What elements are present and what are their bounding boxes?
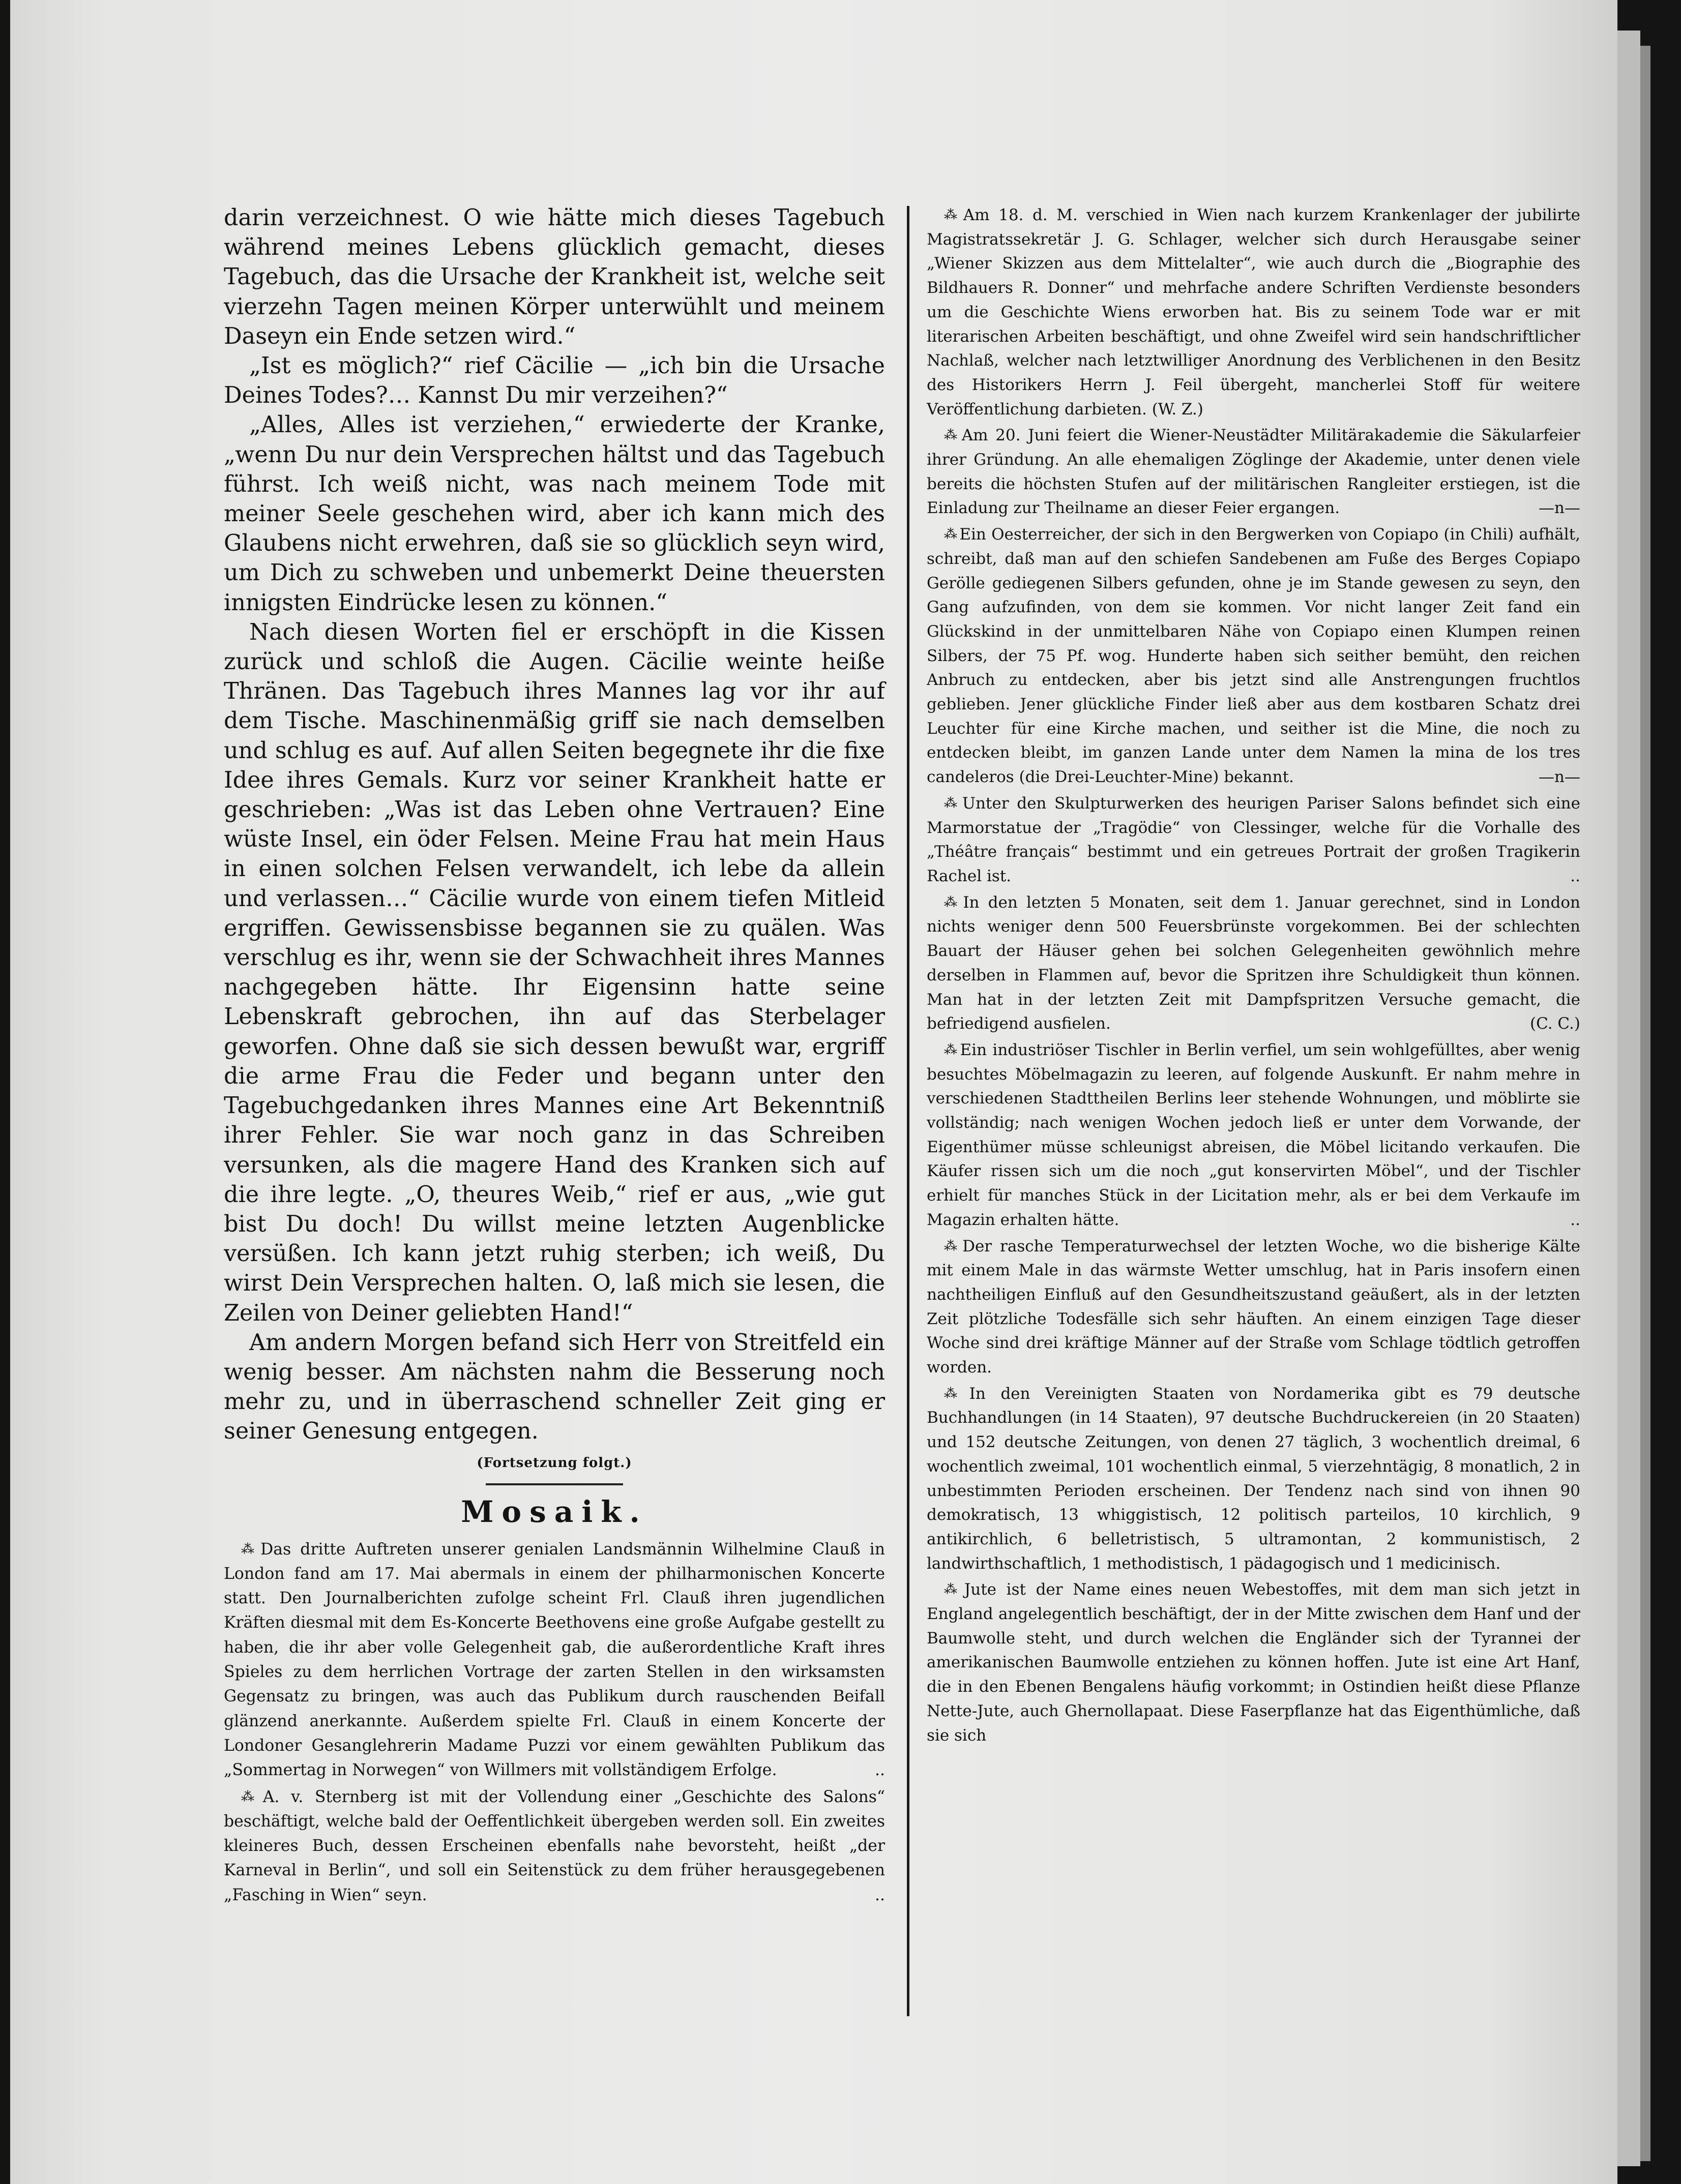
news-item xyxy=(224,1537,885,1783)
asterism-icon: ⁂ xyxy=(944,1042,958,1058)
news-item-text: Am 18. d. M. verschied in Wien nach kurzem Krankenlager der jubilirte Magistratssekretär J. G. Schlager, welcher sich durch Herausgabe seiner „Wiener Skizzen aus dem Mittelalter“, wie auch durch die „Biographie des Bildhauers R. Donner“ und mehrfache andere Schriften Verdienste besonders um die Geschichte Wiens erworben hat. Bis zu seinem Tode war er mit literarischen Arbeiten beschäftigt, und ohne Zweifel wird sein handschriftlicher Nachlaß, welcher nach letztwilliger Anordnung des Verblichenen in den Besitz des Historikers Herrn J. Feil übergeht, mancherlei Stoff für weitere Veröffentlichung darbieten. xyxy=(927,206,1581,418)
asterism-icon: ⁂ xyxy=(241,1789,261,1805)
page-shadow xyxy=(1640,46,1650,2161)
news-item-text: Unter den Skulpturwerken des heurigen Pariser Salons befindet sich eine Marmorstatue der „Tragödie“ von Clessinger, welche für die Vorhalle des „Théâtre français“ bestimmt und ein getreues Portrait der großen Tragikerin Rachel ist. xyxy=(927,794,1580,885)
story-paragraph: „Ist es möglich?“ rief Cäcilie — „ich bin die Ursache Deines Todes?… Kannst Du mir verzeihen?“ xyxy=(224,353,885,409)
story-section xyxy=(224,203,885,1447)
section-heading: Mosaik. xyxy=(461,1494,648,1529)
asterism-icon: ⁂ xyxy=(241,1541,259,1557)
asterism-icon: ⁂ xyxy=(944,1386,967,1401)
asterism-icon: ⁂ xyxy=(944,527,958,543)
news-item-text: Der rasche Temperaturwechsel der letzten Woche, wo die bisherige Kälte mit einem Male in das wärmste Wetter umschlug, hat in Paris insofern einen nachtheiligen Einfluß auf den Gesundheitszustand geäußert, als in der letzten Zeit plötzliche Todesfälle sich sehr häuften. An einem einzigen Tage dieser Woche sind drei kräftige Männer auf der Straße vom Schlage tödtlich getroffen worden. xyxy=(927,1237,1580,1377)
asterism-icon: ⁂ xyxy=(944,428,960,443)
news-item-text: Das dritte Auftreten unserer genialen Landsmännin Wilhelmine Clauß in London fand am 17. Mai abermals in einem der philharmonischen Koncerte statt. Den Journalberichten zufolge scheint Frl. Clauß ihren jugendlichen Kräften diesmal mit dem Es-Koncerte Beethovens eine große Aufgabe gestellt zu haben, die ihr aber volle Gelegenheit gab, die außerordentliche Kraft ihres Spieles zu dem herrlichen Vortrage der zarten Stellen in den wirksamsten Gegensatz zu bringen, was auch das Publikum durch rauschenden Beifall glänzend anerkannte. Außerdem spielte Frl. Clauß in einem Koncerte der Londoner Gesanglehrerin Madame Puzzi vor einem gewählten Publikum das „Sommertag in Norwegen“ von Willmers mit vollständigem Erfolge. xyxy=(224,1540,886,1780)
news-item xyxy=(927,424,1580,521)
story-paragraph: Nach diesen Worten fiel er erschöpft in die Kissen zurück und schloß die Augen. Cäcilie weinte heiße Thränen. Das Tagebuch ihres Mannes lag vor ihr auf dem Tische. Maschinenmäßig griff sie nach demselben und schlug es auf. Auf allen Seiten begegnete ihr die fixe Idee ihres Gemals. Kurz vor seiner Krankheit hatte er geschrieben: „Was ist das Leben ohne Vertrauen? Eine wüste Insel, ein öder Felsen. Meine Frau hat mein Haus in einen solchen Felsen verwandelt, ich lebe da allein und verlassen…“ Cäcilie wurde von einem tiefen Mitleid ergriffen. Gewissensbisse begannen sie zu quälen. Was verschlug es ihr, wenn sie der Schwachheit ihres Mannes nachgegeben hätte. Ihr Eigensinn hatte seine Lebenskraft gebrochen, ihn auf das Sterbelager geworfen. Ohne daß sie sich dessen bewußt war, ergriff die arme Frau die Feder und begann unter den Tagebuchgedanken ihres Mannes eine Art Bekenntniß ihrer Fehler. Sie war noch ganz in das Schreiben versunken, als die magere Hand des Kranken sich auf die ihre legte. „O, theures Weib,“ rief er aus, „wie gut bist Du doch! Du willst meine letzten Augenblicke versüßen. Ich kann jetzt ruhig sterben; ich weiß, Du wirst Dein Versprechen halten. O, laß mich sie lesen, die Zeilen von Deiner geliebten Hand!“ xyxy=(224,619,885,1326)
news-item-signature: .. xyxy=(1570,866,1580,885)
news-item xyxy=(927,1578,1580,1748)
news-item-signature: —n— xyxy=(1539,768,1580,787)
column-rule xyxy=(907,206,909,2016)
news-item-text: In den Vereinigten Staaten von Nordamerika gibt es 79 deutsche Buchhandlungen (in 14 Staaten), 97 deutsche Buchdruckereien (in 20 Staaten) und 152 deutsche Zeitungen, von denen 27 täglich, 3 wochentlich dreimal, 6 wochentlich zweimal, 101 wochentlich einmal, 5 vierzehntägig, 8 monatlich, 2 in unbestimmten Perioden erscheinen. Der Tendenz nach sind von ihnen 90 demokratisch, 13 whiggistisch, 12 politisch parteilos, 10 kirchlich, 9 antikirchlich, 6 belletristisch, 5 ultramontan, 2 kommunistisch, 2 landwirthschaftlich, 1 methodistisch, 1 pädagogisch und 1 medicinisch. xyxy=(927,1384,1581,1573)
asterism-icon: ⁂ xyxy=(944,1238,961,1254)
asterism-icon: ⁂ xyxy=(944,795,960,811)
mosaik-notes-left xyxy=(224,1537,885,1907)
news-item-text: Ein Oesterreicher, der sich in den Bergwerken von Copiapo (in Chili) aufhält, schreibt, daß man auf den schiefen Sandebenen am Fuße des Berges Copiapo Gerölle gediegenen Silbers gefunden, ohne je im Stande gewesen zu seyn, den Gang aufzufinden, von dem sie kommen. Vor nicht langer Zeit fand ein Glückskind in der unmittelbaren Nähe von Copiapo einen Klumpen reinen Silbers, der 75 Pf. wog. Hunderte haben sich seither bemüht, den reichen Anbruch zu entdecken, aber bis jetzt sind alle Anstrengungen fruchtlos geblieben. Jener glückliche Finder ließ aber aus dem kostbaren Schatz drei Leuchter für eine Kirche machen, und seither ist die Mine, die noch zu entdecken bleibt, im ganzen Lande unter dem Namen la mina de los tres candeleros (die Drei-Leuchter-Mine) bekannt. xyxy=(927,525,1581,787)
news-item-text: Am 20. Juni feiert die Wiener-Neustädter Militärakademie die Säkularfeier ihrer Gründung. An alle ehemaligen Zöglinge der Akademie, unter denen viele bereits die höchsten Stufen auf der militärischen Rangleiter erstiegen, ist die Einladung zur Theilname an dieser Feier ergangen. xyxy=(927,426,1580,518)
news-item xyxy=(927,523,1580,790)
left-column xyxy=(224,203,885,1909)
news-item xyxy=(927,792,1580,889)
news-item xyxy=(927,1235,1580,1380)
news-item-text: A. v. Sternberg ist mit der Vollendung einer „Geschichte des Salons“ beschäftigt, welche bald der Oeffentlichkeit übergeben werden soll. Ein zweites kleineres Buch, dessen Erscheinen ebenfalls nahe bevorsteht, heißt „der Karneval in Berlin“, und soll ein Seitenstück zu dem früher herausgegebenen „Fasching in Wien“ seyn. xyxy=(224,1787,885,1904)
news-item xyxy=(927,203,1580,422)
right-column xyxy=(927,203,1580,1750)
news-item-text: Ein industriöser Tischler in Berlin verfiel, um sein wohlgefülltes, aber wenig besuchtes Möbelmagazin zu leeren, auf folgende Auskunft. Er nahm mehre in verschiedenen Stadttheilen Berlins leer stehende Wohnungen, und möblirte sie vollständig; nach wenigen Wochen jedoch ließ er unter dem Vorwande, der Eigenthümer müsse schleunigst abreisen, die Möbel licitando verkaufen. Die Käufer rissen sich um die noch „gut konservirten Möbel“, und der Tischler erhielt für manches Stück in der Licitation mehr, als er bei dem Verkaufe im Magazin erhalten hätte. xyxy=(927,1040,1581,1229)
story-paragraph: Am andern Morgen befand sich Herr von Streitfeld ein wenig besser. Am nächsten nahm die Besserung noch mehr zu, und in überraschend schneller Zeit ging er seiner Genesung entgegen. xyxy=(224,1329,885,1445)
page-edge xyxy=(1617,31,1640,2166)
story-paragraph: darin verzeichnest. O wie hätte mich dieses Tagebuch während meines Lebens glücklich gemacht, dieses Tagebuch, das die Ursache der Krankheit ist, welche seit vierzehn Tagen meinen Körper unterwühlt und meinem Daseyn ein Ende setzen wird.“ xyxy=(224,205,885,349)
news-item-signature: .. xyxy=(874,1761,885,1780)
news-item xyxy=(927,891,1580,1036)
news-item xyxy=(927,1382,1580,1576)
asterism-icon: ⁂ xyxy=(944,894,961,910)
news-item-signature: (W. Z.) xyxy=(1152,400,1203,418)
story-paragraph: „Alles, Alles ist verziehen,“ erwiederte der Kranke, „wenn Du nur dein Versprechen hältst und das Tagebuch führst. Ich weiß nicht, was nach meinem Tode mit meiner Seele geschehen wird, aber ich kann mich des Glaubens nicht erwehren, daß sie so glücklich seyn wird, um Dich zu schweben und unbemerkt Deine theuersten innigsten Eindrücke lesen zu können.“ xyxy=(224,412,885,616)
news-item-signature: .. xyxy=(874,1886,885,1904)
news-item-signature: —n— xyxy=(1539,499,1580,518)
asterism-icon: ⁂ xyxy=(944,207,961,223)
news-item-signature: (C. C.) xyxy=(1530,1014,1580,1033)
news-item-signature: .. xyxy=(1570,1210,1580,1229)
section-divider xyxy=(486,1483,623,1485)
asterism-icon: ⁂ xyxy=(944,1582,962,1598)
mosaik-notes-right xyxy=(927,203,1580,1748)
news-item xyxy=(927,1038,1580,1233)
continuation-note: (Fortsetzung folgt.) xyxy=(477,1455,632,1471)
news-item-text: Jute ist der Name eines neuen Webestoffes, mit dem man sich jetzt in England angelegentlich beschäftigt, der in der Mitte zwischen dem Hanf und der Baumwolle steht, und durch welchen die Engländer sich der Tyrannei der amerikanischen Baumwolle entziehen zu können hoffen. Jute ist eine Art Hanf, die in den Ebenen Bengalens häufig vorkommt; in Ostindien heißt diese Pflanze Nette-Jute, auch Ghernollapaat. Diese Faserpflanze hat das Eigenthümliche, daß sie sich xyxy=(927,1580,1581,1745)
news-item xyxy=(224,1785,885,1907)
news-item-text: In den letzten 5 Monaten, seit dem 1. Januar gerechnet, sind in London nichts weniger denn 500 Feuersbrünste vorgekommen. Bei der schlechten Bauart der Häuser gehen bei solchen Gelegenheiten gewöhnlich mehre derselben in Flammen auf, bevor die Spritzen ihre Schuldigkeit thun können. Man hat in der letzten Zeit mit Dampfspritzen Versuche gemacht, die befriedigend ausfielen. xyxy=(927,893,1580,1033)
